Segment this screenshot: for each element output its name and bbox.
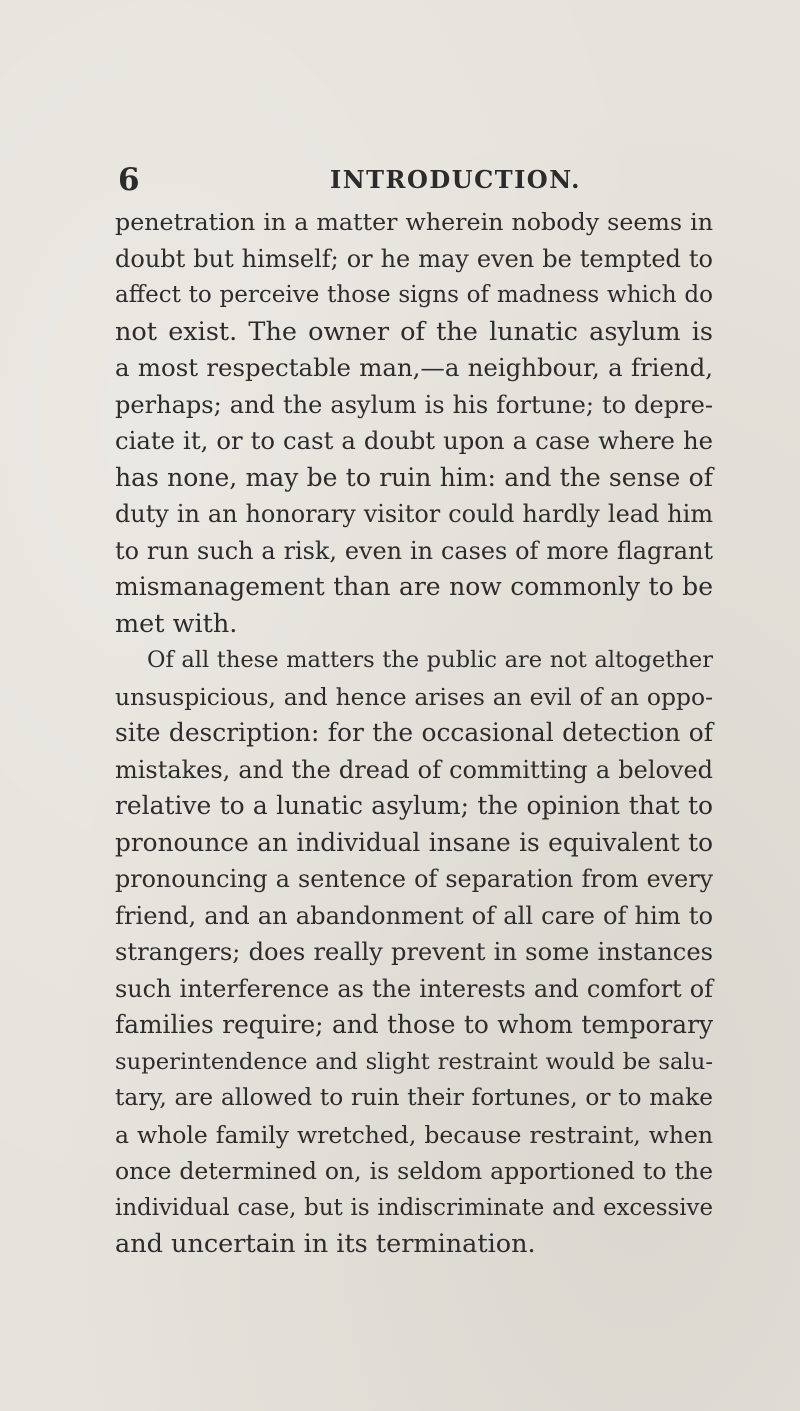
text-line: has none, may be to ruin him: and the sense of <box>115 462 713 492</box>
paragraph-1 <box>115 204 713 642</box>
text-line: superintendence and slight restraint would be salu- <box>115 1048 713 1075</box>
text-line: families require; and those to whom temporary <box>115 1010 713 1039</box>
running-head: INTRODUCTION. <box>330 165 581 194</box>
text-line: pronounce an individual insane is equivalent to <box>115 827 713 857</box>
text-line: penetration in a matter wherein nobody seems in <box>115 208 713 236</box>
text-line: met with. <box>115 608 238 639</box>
text-line: unsuspicious, and hence arises an evil of an oppo- <box>115 682 713 711</box>
text-line: mismanagement than are now commonly to be <box>115 572 713 601</box>
text-line: tary, are allowed to ruin their fortunes, or to make <box>115 1084 713 1111</box>
text-line: a most respectable man,—a neighbour, a friend, <box>115 353 713 382</box>
text-line: doubt but himself; or he may even be tempted to <box>115 244 713 273</box>
text-line: not exist. The owner of the lunatic asylum is <box>115 316 713 347</box>
text-line: duty in an honorary visitor could hardly lead him <box>115 500 713 528</box>
text-line: strangers; does really prevent in some instances <box>115 938 713 966</box>
text-line: and uncertain in its termination. <box>115 1229 536 1259</box>
text-line: affect to perceive those signs of madness which do <box>115 282 713 308</box>
text-line: ciate it, or to cast a doubt upon a case where he <box>115 426 713 455</box>
text-line: mistakes, and the dread of committing a beloved <box>115 755 713 784</box>
text-line: individual case, but is indiscriminate and excessive <box>115 1194 713 1221</box>
text-line: once determined on, is seldom apportioned to the <box>115 1157 713 1185</box>
text-line: site description: for the occasional detection of <box>115 718 713 747</box>
text-line: perhaps; and the asylum is his fortune; to depre- <box>115 390 713 419</box>
paragraph-2 <box>115 642 713 1263</box>
body-text <box>115 204 713 1263</box>
text-line: a whole family wretched, because restraint, when <box>115 1120 713 1149</box>
page-number: 6 <box>118 162 140 198</box>
text-line: relative to a lunatic asylum; the opinion that to <box>115 791 713 820</box>
text-line: to run such a risk, even in cases of more flagrant <box>115 536 713 565</box>
text-line: such interference as the interests and comfort of <box>115 974 713 1003</box>
text-line: pronouncing a sentence of separation from every <box>115 865 713 893</box>
page-header <box>0 160 800 200</box>
text-line: Of all these matters the public are not altogether <box>147 647 713 673</box>
text-line: friend, and an abandonment of all care of him to <box>115 901 713 930</box>
